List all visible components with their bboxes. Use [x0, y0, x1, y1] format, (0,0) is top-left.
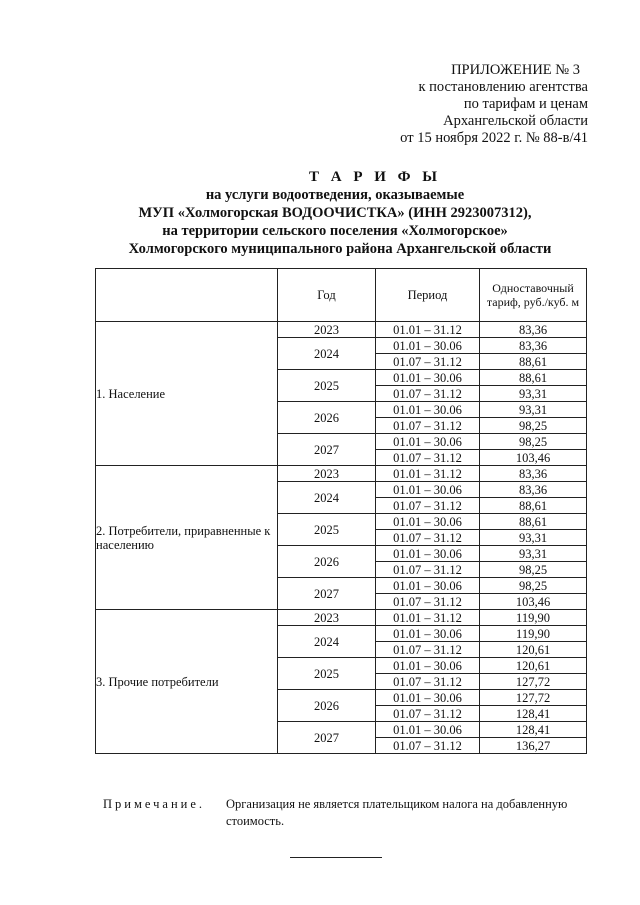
category-cell: 1. Население: [96, 322, 278, 466]
period-cell: 01.01 – 30.06: [376, 546, 480, 562]
table-row: [96, 466, 587, 482]
period-cell: 01.01 – 30.06: [376, 402, 480, 418]
appendix-block: [348, 62, 588, 147]
appendix-line: по тарифам и ценам: [463, 96, 588, 112]
tariff-value-cell: 103,46: [480, 594, 587, 610]
period-cell: 01.01 – 30.06: [376, 722, 480, 738]
appendix-title: ПРИЛОЖЕНИЕ № 3: [451, 62, 580, 78]
note-label: Примечание.: [103, 797, 206, 811]
tariff-value-cell: 103,46: [480, 450, 587, 466]
period-cell: 01.01 – 30.06: [376, 578, 480, 594]
tariff-value-cell: 88,61: [480, 498, 587, 514]
tariff-value-cell: 93,31: [480, 402, 587, 418]
tariff-value-cell: 98,25: [480, 578, 587, 594]
document-title: [0, 168, 640, 258]
category-cell: 2. Потребители, приравненные к населению: [96, 466, 278, 610]
tariff-value-cell: 128,41: [480, 722, 587, 738]
title-line: на территории сельского поселения «Холмогорское»: [162, 223, 508, 239]
tariff-value-cell: 119,90: [480, 610, 587, 626]
period-cell: 01.01 – 30.06: [376, 434, 480, 450]
period-cell: 01.07 – 31.12: [376, 674, 480, 690]
period-cell: 01.07 – 31.12: [376, 706, 480, 722]
period-cell: 01.07 – 31.12: [376, 642, 480, 658]
tariff-value-cell: 88,61: [480, 514, 587, 530]
tariff-value-cell: 88,61: [480, 354, 587, 370]
tariff-value-cell: 83,36: [480, 322, 587, 338]
year-cell: 2023: [278, 322, 376, 338]
period-cell: 01.01 – 31.12: [376, 322, 480, 338]
title-line: на услуги водоотведения, оказываемые: [205, 187, 465, 203]
header-category: [96, 269, 278, 322]
year-cell: 2024: [278, 626, 376, 658]
tariff-value-cell: 98,25: [480, 562, 587, 578]
period-cell: 01.07 – 31.12: [376, 418, 480, 434]
tariff-value-cell: 88,61: [480, 370, 587, 386]
year-cell: 2026: [278, 402, 376, 434]
category-cell: 3. Прочие потребители: [96, 610, 278, 754]
period-cell: 01.01 – 30.06: [376, 626, 480, 642]
header-year: Год: [278, 269, 376, 322]
tariff-value-cell: 83,36: [480, 466, 587, 482]
tariff-value-cell: 127,72: [480, 674, 587, 690]
tariff-table: [95, 268, 587, 754]
table-row: [96, 610, 587, 626]
period-cell: 01.01 – 31.12: [376, 610, 480, 626]
year-cell: 2027: [278, 578, 376, 610]
year-cell: 2025: [278, 514, 376, 546]
appendix-line: к постановлению агентства: [418, 79, 588, 95]
period-cell: 01.07 – 31.12: [376, 738, 480, 754]
period-cell: 01.01 – 30.06: [376, 690, 480, 706]
period-cell: 01.07 – 31.12: [376, 354, 480, 370]
year-cell: 2024: [278, 482, 376, 514]
title-heading: Т А Р И Ф Ы: [308, 169, 442, 185]
tariff-value-cell: 98,25: [480, 418, 587, 434]
header-period: Период: [376, 269, 480, 322]
header-tariff: Одноставочный тариф, руб./куб. м: [480, 269, 587, 322]
tariff-value-cell: 83,36: [480, 482, 587, 498]
period-cell: 01.07 – 31.12: [376, 562, 480, 578]
period-cell: 01.01 – 30.06: [376, 514, 480, 530]
tariff-value-cell: 120,61: [480, 642, 587, 658]
appendix-date-line: от 15 ноября 2022 г. № 88-в/41: [400, 130, 588, 146]
title-line: МУП «Холмогорская ВОДООЧИСТКА» (ИНН 2923007312),: [138, 205, 532, 221]
tariff-value-cell: 120,61: [480, 658, 587, 674]
tariff-value-cell: 119,90: [480, 626, 587, 642]
table-body: [96, 322, 587, 754]
period-cell: 01.01 – 31.12: [376, 466, 480, 482]
note-text: Организация не является плательщиком налога на добавленную стоимость.: [226, 797, 568, 828]
table-row: [96, 322, 587, 338]
tariff-value-cell: 93,31: [480, 386, 587, 402]
footer-divider: [290, 857, 382, 858]
appendix-line: Архангельской области: [443, 113, 588, 129]
tariff-value-cell: 136,27: [480, 738, 587, 754]
period-cell: 01.07 – 31.12: [376, 530, 480, 546]
tariff-value-cell: 83,36: [480, 338, 587, 354]
year-cell: 2027: [278, 722, 376, 754]
year-cell: 2025: [278, 658, 376, 690]
year-cell: 2026: [278, 546, 376, 578]
year-cell: 2026: [278, 690, 376, 722]
period-cell: 01.01 – 30.06: [376, 338, 480, 354]
table-header-row: [96, 269, 587, 322]
period-cell: 01.07 – 31.12: [376, 386, 480, 402]
title-line: Холмогорского муниципального района Архангельской области: [128, 241, 552, 257]
year-cell: 2025: [278, 370, 376, 402]
period-cell: 01.01 – 30.06: [376, 658, 480, 674]
period-cell: 01.07 – 31.12: [376, 450, 480, 466]
period-cell: 01.07 – 31.12: [376, 498, 480, 514]
period-cell: 01.01 – 30.06: [376, 370, 480, 386]
period-cell: 01.01 – 30.06: [376, 482, 480, 498]
year-cell: 2024: [278, 338, 376, 370]
period-cell: 01.07 – 31.12: [376, 594, 480, 610]
tariff-value-cell: 128,41: [480, 706, 587, 722]
tariff-value-cell: 127,72: [480, 690, 587, 706]
tariff-value-cell: 93,31: [480, 546, 587, 562]
tariff-value-cell: 93,31: [480, 530, 587, 546]
year-cell: 2023: [278, 610, 376, 626]
year-cell: 2023: [278, 466, 376, 482]
year-cell: 2027: [278, 434, 376, 466]
tariff-value-cell: 98,25: [480, 434, 587, 450]
